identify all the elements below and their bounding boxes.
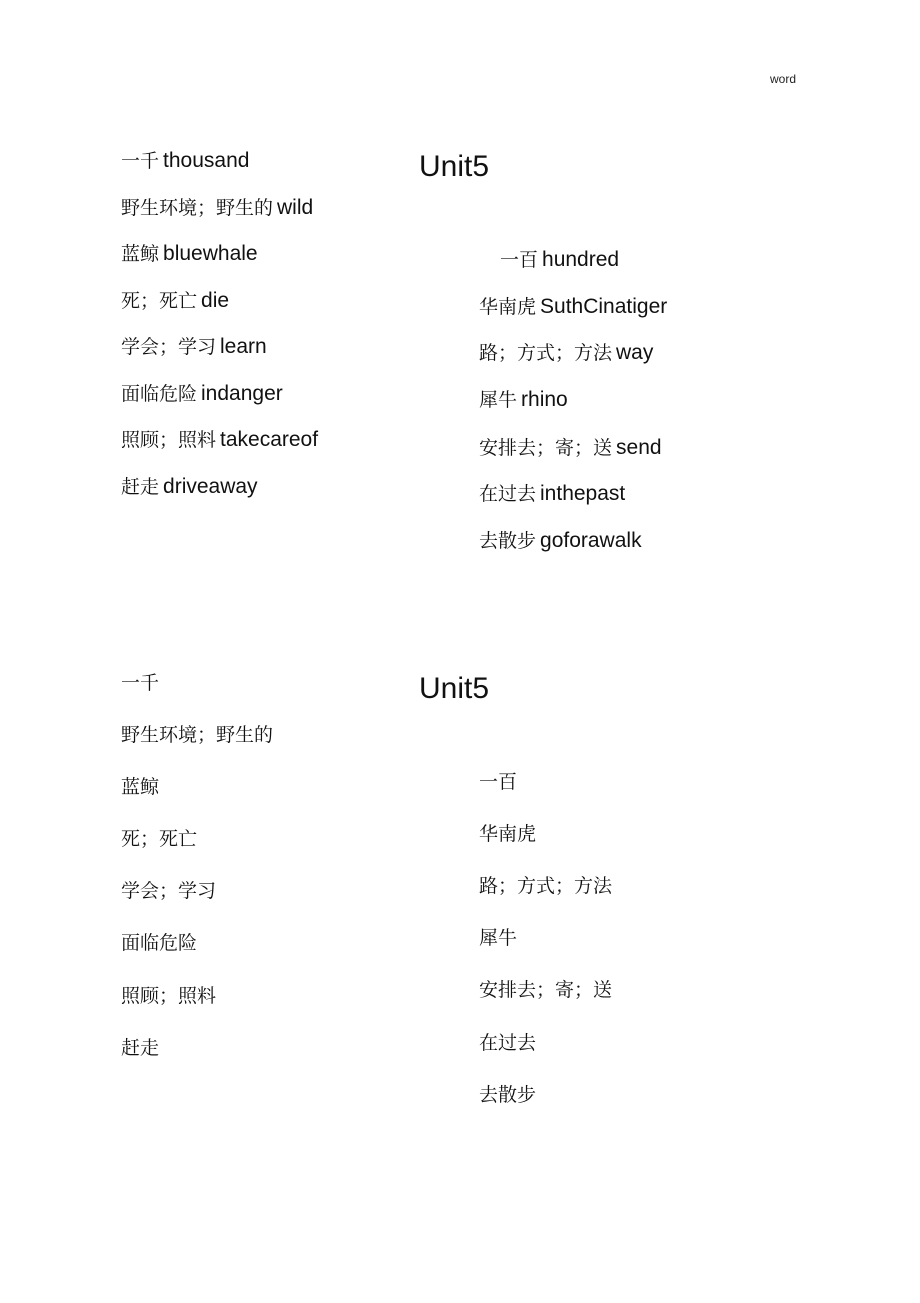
vocab-entry (121, 150, 249, 172)
chinese-term: 在过去 (479, 1032, 537, 1054)
english-term: hundred (542, 248, 620, 271)
english-term: rhino (521, 388, 568, 411)
english-term: inthepast (540, 482, 626, 505)
header-tag: word (770, 72, 797, 86)
chinese-term: 学会；学习 (121, 336, 217, 358)
chinese-term: 赶走 (121, 476, 160, 498)
vocab-entry (121, 290, 229, 312)
chinese-term: 野生环境；野生的 (121, 197, 274, 219)
chinese-term: 蓝鲸 (121, 243, 160, 265)
english-term: thousand (163, 149, 250, 172)
chinese-term: 一千 (121, 672, 160, 694)
vocab-entry (121, 429, 318, 451)
english-term: wild (277, 196, 314, 219)
english-term: goforawalk (540, 529, 642, 552)
english-term: bluewhale (163, 242, 258, 265)
chinese-term: 犀牛 (479, 389, 518, 411)
chinese-term: 安排去；寄；送 (479, 979, 613, 1001)
chinese-term: 死；死亡 (121, 290, 198, 312)
unit-title: Unit5 (419, 150, 490, 183)
vocab-entry (479, 342, 653, 364)
chinese-term: 路；方式；方法 (479, 342, 613, 364)
chinese-term: 一百 (479, 771, 518, 793)
english-term: way (616, 341, 654, 364)
chinese-term: 照顾；照料 (121, 429, 217, 451)
chinese-term: 路；方式；方法 (479, 875, 613, 897)
chinese-term: 赶走 (121, 1037, 160, 1059)
chinese-term: 犀牛 (479, 927, 518, 949)
english-term: SuthCinatiger (540, 295, 668, 318)
vocab-entry (479, 437, 662, 459)
english-term: driveaway (163, 475, 258, 498)
chinese-term: 面临危险 (121, 932, 198, 954)
chinese-term: 死；死亡 (121, 828, 198, 850)
english-term: die (201, 289, 230, 312)
chinese-term: 在过去 (479, 483, 537, 505)
chinese-term: 蓝鲸 (121, 776, 160, 798)
chinese-term: 面临危险 (121, 383, 198, 405)
vocab-entry (121, 383, 283, 405)
chinese-term: 去散步 (479, 530, 537, 552)
chinese-term: 华南虎 (479, 823, 537, 845)
unit-title: Unit5 (419, 672, 490, 705)
vocab-entry (121, 243, 258, 265)
vocab-entry (121, 476, 258, 498)
chinese-term: 一千 (121, 150, 160, 172)
english-term: takecareof (220, 428, 319, 451)
chinese-term: 一百 (500, 249, 539, 271)
vocab-entry (121, 336, 267, 358)
chinese-term: 野生环境；野生的 (121, 724, 274, 746)
chinese-term: 去散步 (479, 1084, 537, 1106)
english-term: indanger (201, 382, 283, 405)
chinese-term: 照顾；照料 (121, 985, 217, 1007)
chinese-term: 华南虎 (479, 296, 537, 318)
english-term: send (616, 436, 662, 459)
chinese-term: 安排去；寄；送 (479, 437, 613, 459)
vocab-entry (121, 197, 313, 219)
vocab-entry (479, 530, 642, 552)
chinese-term: 学会；学习 (121, 880, 217, 902)
english-term: learn (220, 335, 267, 358)
vocab-entry (500, 249, 619, 271)
vocab-entry (479, 296, 667, 318)
vocab-entry (479, 483, 625, 505)
vocab-entry (479, 389, 568, 411)
